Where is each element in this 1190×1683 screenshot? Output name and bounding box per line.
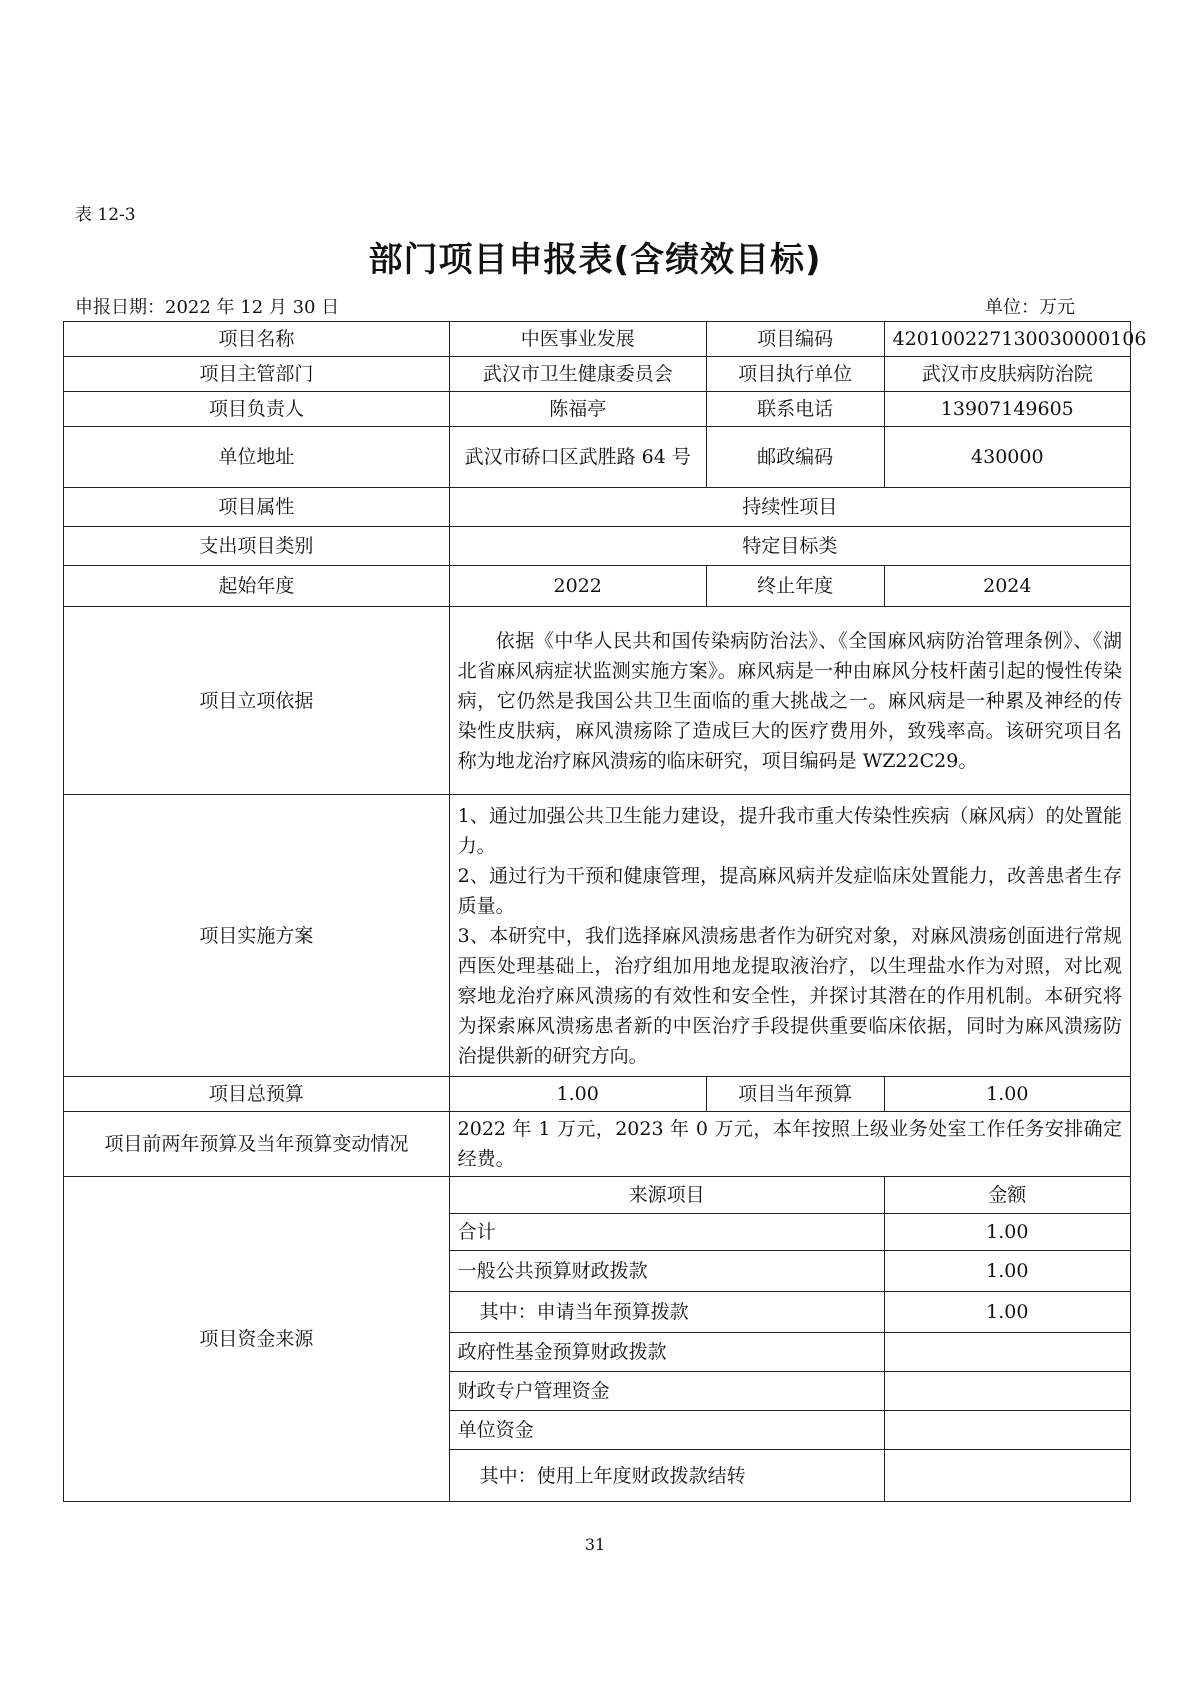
table-row (64, 607, 1131, 795)
funding-row-amount (884, 1372, 1130, 1411)
basis-label: 项目立项依据 (64, 607, 450, 795)
funding-row-amount: 1.00 (884, 1292, 1130, 1333)
table-row (64, 322, 1131, 357)
funding-row-amount (884, 1333, 1130, 1372)
unit-label: 单位：万元 (985, 297, 1075, 318)
table-row (64, 1077, 1131, 1112)
page-title: 部门项目申报表(含绩效目标) (368, 240, 822, 280)
dept-label: 项目主管部门 (64, 357, 450, 392)
page-number: 31 (584, 1535, 606, 1554)
change-text: 2022 年 1 万元，2023 年 0 万元，本年按照上级业务处室工作任务安排确定经费。 (449, 1112, 1130, 1177)
plan-item-3: 3、本研究中，我们选择麻风溃疡患者作为研究对象，对麻风溃疡创面进行常规西医处理基础上，治疗组加用地龙提取液治疗，以生理盐水作为对照，对比观察地龙治疗麻风溃疡的有效性和安全性，并探讨其潜在的作用机制。本研究将为探索麻风溃疡患者新的中医治疗手段提供重要临床依据，同时为麻风溃疡防治提供新的研究方向。 (457, 924, 1122, 1067)
plan-item-2: 2、通过行为干预和健康管理，提高麻风病并发症临床处置能力，改善患者生存质量。 (457, 864, 1122, 917)
table-row (64, 527, 1131, 566)
table-row (64, 795, 1131, 1077)
attr-label: 项目属性 (64, 488, 450, 527)
leader-value: 陈福亭 (449, 392, 706, 427)
address-value: 武汉市硚口区武胜路 64 号 (449, 427, 706, 488)
funding-row-name: 其中：使用上年度财政拨款结转 (449, 1450, 884, 1502)
start-year-label: 起始年度 (64, 566, 450, 607)
project-code-value: 420100227130030000106 (884, 322, 1130, 357)
plan-item-1: 1、通过加强公共卫生能力建设，提升我市重大传染性疾病（麻风病）的处置能力。 (457, 804, 1122, 857)
address-label: 单位地址 (64, 427, 450, 488)
plan-label: 项目实施方案 (64, 795, 450, 1077)
phone-value: 13907149605 (884, 392, 1130, 427)
attr-value: 持续性项目 (449, 488, 1130, 527)
funding-row-amount: 1.00 (884, 1214, 1130, 1251)
start-year-value: 2022 (449, 566, 706, 607)
total-budget-label: 项目总预算 (64, 1077, 450, 1112)
funding-row-name: 单位资金 (449, 1411, 884, 1450)
report-date: 申报日期：2022 年 12 月 30 日 (75, 297, 340, 318)
postcode-value: 430000 (884, 427, 1130, 488)
table-row (64, 427, 1131, 488)
funding-row-name: 一般公共预算财政拨款 (449, 1251, 884, 1292)
end-year-value: 2024 (884, 566, 1130, 607)
funding-label: 项目资金来源 (64, 1177, 450, 1502)
funding-row-name: 合计 (449, 1214, 884, 1251)
table-row (64, 1177, 1131, 1214)
project-code-label: 项目编码 (706, 322, 884, 357)
current-budget-label: 项目当年预算 (706, 1077, 884, 1112)
change-label: 项目前两年预算及当年预算变动情况 (64, 1112, 450, 1177)
exec-unit-label: 项目执行单位 (706, 357, 884, 392)
category-label: 支出项目类别 (64, 527, 450, 566)
table-row (64, 488, 1131, 527)
funding-row-amount (884, 1411, 1130, 1450)
total-budget-value: 1.00 (449, 1077, 706, 1112)
phone-label: 联系电话 (706, 392, 884, 427)
project-name-label: 项目名称 (64, 322, 450, 357)
table-row (64, 1112, 1131, 1177)
funding-row-amount: 1.00 (884, 1251, 1130, 1292)
funding-row-name: 财政专户管理资金 (449, 1372, 884, 1411)
funding-row-name: 其中：申请当年预算拨款 (449, 1292, 884, 1333)
funding-amount-header: 金额 (884, 1177, 1130, 1214)
project-name-value: 中医事业发展 (449, 322, 706, 357)
table-row (64, 357, 1131, 392)
table-row (64, 392, 1131, 427)
project-form-table (63, 321, 1147, 1502)
exec-unit-value: 武汉市皮肤病防治院 (884, 357, 1130, 392)
category-value: 特定目标类 (449, 527, 1130, 566)
current-budget-value: 1.00 (884, 1077, 1130, 1112)
dept-value: 武汉市卫生健康委员会 (449, 357, 706, 392)
basis-text: 依据《中华人民共和国传染病防治法》、《全国麻风病防治管理条例》、《湖北省麻风病症状监测实施方案》。麻风病是一种由麻风分枝杆菌引起的慢性传染病，它仍然是我国公共卫生面临的重大挑战之一。麻风病是一种累及神经的传染性皮肤病，麻风溃疡除了造成巨大的医疗费用外，致残率高。该研究项目名称为地龙治疗麻风溃疡的临床研究，项目编码是 WZ22C29。 (449, 607, 1130, 795)
table-row (64, 566, 1131, 607)
plan-text (449, 795, 1130, 1077)
funding-row-name: 政府性基金预算财政拨款 (449, 1333, 884, 1372)
end-year-label: 终止年度 (706, 566, 884, 607)
funding-source-header: 来源项目 (449, 1177, 884, 1214)
funding-row-amount (884, 1450, 1130, 1502)
table-number: 表 12-3 (75, 205, 136, 225)
postcode-label: 邮政编码 (706, 427, 884, 488)
leader-label: 项目负责人 (64, 392, 450, 427)
